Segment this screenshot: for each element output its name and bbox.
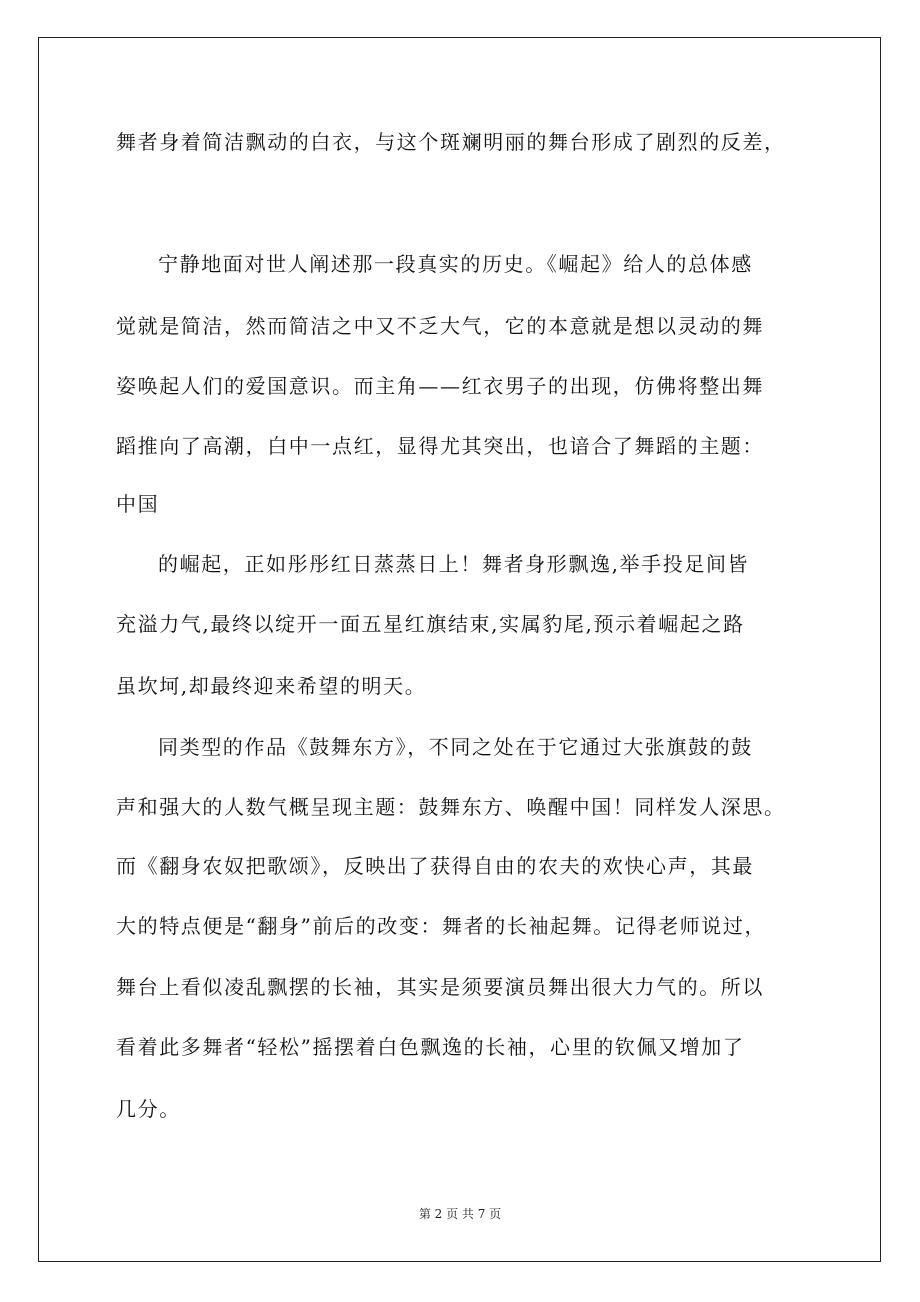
text-line: 同类型的作品《鼓舞东方》，不同之处在于它通过大张旗鼓的鼓 (158, 735, 753, 759)
text-line: 中国 (116, 492, 160, 516)
text-line: 的崛起，正如彤彤红日蒸蒸日上！舞者身形飘逸,举手投足间皆 (158, 552, 750, 576)
text-line: 几分。 (116, 1097, 181, 1121)
text-line: 大的特点便是“翻身”前后的改变：舞者的长袖起舞。记得老师说过， (116, 914, 767, 938)
text-line: 舞台上看似凌乱飘摆的长袖，其实是须要演员舞出很大力气的。所以 (116, 975, 764, 999)
text-line: 虽坎坷,却最终迎来希望的明天。 (116, 674, 427, 698)
page-footer: 第 2 页 共 7 页 (418, 1207, 502, 1221)
text-line: 声和强大的人数气概呈现主题：鼓舞东方、唤醒中国！同样发人深思。 (116, 795, 786, 819)
text-line: 看着此多舞者“轻松”摇摆着白色飘逸的长袖，心里的钦佩又增加了 (116, 1035, 745, 1059)
text-line: 充溢力气,最终以绽开一面五星红旗结束,实属豹尾,预示着崛起之路 (116, 612, 745, 636)
text-line: 觉就是简洁，然而简洁之中又不乏大气，它的本意就是想以灵动的舞 (116, 314, 764, 338)
page-border (38, 37, 881, 1262)
text-line: 舞者身着简洁飘动的白衣，与这个斑斓明丽的舞台形成了剧烈的反差， (116, 130, 786, 154)
text-line: 而《翻身农奴把歌颂》，反映出了获得自由的农夫的欢快心声，其最 (116, 854, 754, 878)
text-line: 蹈推向了高潮，白中一点红，显得尤其突出，也谙合了舞蹈的主题： (116, 434, 764, 458)
text-line: 姿唤起人们的爱国意识。而主角——红衣男子的出现，仿佛将整出舞 (116, 374, 764, 398)
text-line: 宁静地面对世人阐述那一段真实的历史。《崛起》给人的总体感 (158, 252, 753, 276)
